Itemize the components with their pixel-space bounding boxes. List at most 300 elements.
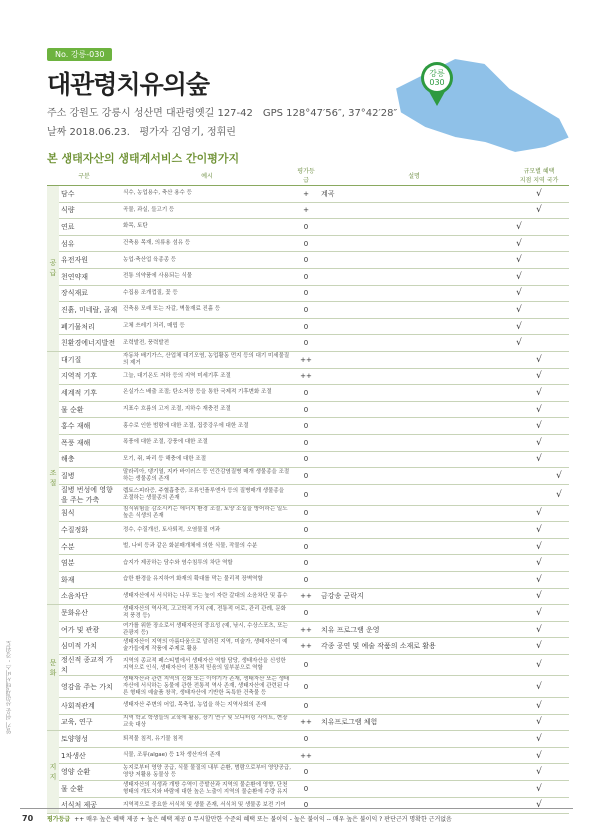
check-national xyxy=(549,235,569,252)
table-row xyxy=(47,698,569,715)
check-national xyxy=(549,797,569,814)
example-text: 퇴적물 침적, 유기물 침적 xyxy=(121,731,293,748)
description xyxy=(319,368,509,385)
service-item: 영감을 주는 가치 xyxy=(59,676,121,698)
table-row xyxy=(47,484,569,505)
check-local xyxy=(509,186,529,203)
check-regional xyxy=(529,219,549,236)
check-regional: √ xyxy=(529,655,549,676)
service-item: 서식처 제공 xyxy=(59,797,121,814)
service-item: 질병 번성에 영향을 주는 가축 xyxy=(59,484,121,505)
service-item: 섬유 xyxy=(59,235,121,252)
service-item: 친환경에너지발전 xyxy=(59,335,121,352)
example-text: 생태자산이 지역의 아름다움으로 알려진 지역, 미술가, 생태자산이 예술가들에게 작품에 주제로 활용 xyxy=(121,638,293,655)
header-grade: 평가등급 xyxy=(293,165,319,186)
location-map xyxy=(385,48,575,158)
check-national xyxy=(549,572,569,589)
check-local: √ xyxy=(509,318,529,335)
description xyxy=(319,572,509,589)
check-local xyxy=(509,202,529,219)
check-national xyxy=(549,318,569,335)
check-national xyxy=(549,268,569,285)
table-row xyxy=(47,797,569,814)
grade-value: + xyxy=(293,186,319,203)
check-local xyxy=(509,797,529,814)
header-example: 예시 xyxy=(121,165,293,186)
grade-value: 0 xyxy=(293,468,319,485)
service-item: 교육, 연구 xyxy=(59,714,121,731)
description: 치유프로그램 체험 xyxy=(319,714,509,731)
check-local: √ xyxy=(509,335,529,352)
grade-value: ++ xyxy=(293,747,319,764)
table-row xyxy=(47,522,569,539)
description xyxy=(319,385,509,402)
example-text: 지역의 종교적 페스티벌에서 생태자산 역할 담당, 생태자산을 신성한 지역으로 인식, 생태자산이 전통적 믿음의 일부분으로 역할 xyxy=(121,655,293,676)
grade-value: 0 xyxy=(293,781,319,798)
table-row xyxy=(47,252,569,269)
description: 계곡 xyxy=(319,186,509,203)
table-row xyxy=(47,781,569,798)
check-national: √ xyxy=(549,484,569,505)
service-item: 담수 xyxy=(59,186,121,203)
check-regional xyxy=(529,285,549,302)
check-local: √ xyxy=(509,235,529,252)
example-text: 정수, 수질개선, 토사퇴적, 오염물질 여과 xyxy=(121,522,293,539)
description xyxy=(319,401,509,418)
table-row xyxy=(47,555,569,572)
service-item: 물 순환 xyxy=(59,781,121,798)
example-text: 농지로부터 영양 공급, 식물 물질의 내부 순환, 범람으로부터 영양공급, 영양 저활용 동물상 등 xyxy=(121,764,293,781)
header-scale: 규모별 혜택 지점 지역 국가 xyxy=(509,165,569,186)
service-item: 정신적 종교적 가치 xyxy=(59,655,121,676)
grade-value: 0 xyxy=(293,235,319,252)
check-regional xyxy=(529,484,549,505)
table-row xyxy=(47,186,569,203)
check-local xyxy=(509,621,529,638)
example-text: 생태자산과 관련 지역의 신화 또는 이야기가 존재, 생태자산 또는 생태자산에 서식하는 동물에 관한 전통적 역사 존재, 생태자산에 관련된 다른 형태의 예술품 창작, 생태자산에 기반한 독특한 건축물 등 xyxy=(121,676,293,698)
description xyxy=(319,698,509,715)
check-national xyxy=(549,351,569,368)
check-national xyxy=(549,368,569,385)
check-local: √ xyxy=(509,285,529,302)
example-text: 조력발전, 풍력발전 xyxy=(121,335,293,352)
check-regional: √ xyxy=(529,368,549,385)
check-local xyxy=(509,468,529,485)
example-text: 자동차 배기가스, 산업체 대기오염, 농업활동 먼지 등의 대기 미세물질의 제거 xyxy=(121,351,293,368)
grade-value: 0 xyxy=(293,451,319,468)
service-item: 장식재료 xyxy=(59,285,121,302)
check-national xyxy=(549,747,569,764)
check-regional: √ xyxy=(529,764,549,781)
side-caption: 알기 쉬운 산림생태서비스 - 강원도 xyxy=(6,640,13,734)
example-text: 전통 의약품에 사용되는 식물 xyxy=(121,268,293,285)
check-regional: √ xyxy=(529,621,549,638)
check-regional: √ xyxy=(529,638,549,655)
check-local xyxy=(509,351,529,368)
check-national xyxy=(549,522,569,539)
check-national xyxy=(549,186,569,203)
check-local xyxy=(509,676,529,698)
description xyxy=(319,555,509,572)
check-local xyxy=(509,572,529,589)
table-row xyxy=(47,451,569,468)
service-item: 폭풍 재해 xyxy=(59,434,121,451)
example-text: 말라리아, 댕기열, 지카 바이러스 등 인간감염질병 매개 생물종을 조절하는 생물종의 존재 xyxy=(121,468,293,485)
description xyxy=(319,219,509,236)
check-local xyxy=(509,505,529,522)
check-regional: √ xyxy=(529,714,549,731)
check-regional: √ xyxy=(529,385,549,402)
check-local xyxy=(509,484,529,505)
description xyxy=(319,605,509,622)
legend-label: 평가등급 xyxy=(47,816,71,823)
example-text: 습한 환경을 유지하여 화재의 확대를 막는 물리적 장벽역할 xyxy=(121,572,293,589)
evaluation-table xyxy=(47,165,569,814)
gps: GPS 128°47′56″, 37°42′28″ xyxy=(262,108,398,119)
check-national xyxy=(549,285,569,302)
check-national xyxy=(549,621,569,638)
check-national xyxy=(549,698,569,715)
description xyxy=(319,434,509,451)
table-row xyxy=(47,505,569,522)
grade-value: 0 xyxy=(293,318,319,335)
check-national xyxy=(549,505,569,522)
example-text: 여가를 위한 장소로서 생태자산의 중요성 (예, 낚시, 수상스포츠, 또는 관광지 등) xyxy=(121,621,293,638)
description xyxy=(319,351,509,368)
service-item: 폐기물처리 xyxy=(59,318,121,335)
table-row xyxy=(47,202,569,219)
check-regional: √ xyxy=(529,434,549,451)
example-text: 홍수로 인한 범람에 대한 조절, 집중강우에 대한 조절 xyxy=(121,418,293,435)
table-row xyxy=(47,638,569,655)
check-local xyxy=(509,401,529,418)
table-row xyxy=(47,418,569,435)
table-row xyxy=(47,335,569,352)
example-text: 침식위험을 감소시키는 에너지 환경 조절, 토양 소실을 방어하는 일도 높은 식생의 존재 xyxy=(121,505,293,522)
description xyxy=(319,335,509,352)
grade-value: 0 xyxy=(293,302,319,319)
table-row xyxy=(47,676,569,698)
check-regional: √ xyxy=(529,451,549,468)
check-local xyxy=(509,747,529,764)
example-text: 생태자산에서 서식하는 나무 또는 높이 자란 갈대의 소음차단 및 흡수 xyxy=(121,588,293,605)
header-desc: 설명 xyxy=(319,165,509,186)
description xyxy=(319,252,509,269)
description xyxy=(319,797,509,814)
description xyxy=(319,318,509,335)
example-text: 지표수 흐름의 고저 조절, 지하수 재충전 조절 xyxy=(121,401,293,418)
grade-value: 0 xyxy=(293,285,319,302)
description xyxy=(319,285,509,302)
description xyxy=(319,764,509,781)
example-text: 화목, 토탄 xyxy=(121,219,293,236)
example-text: 생태자산의 역사적, 고고학적 가치 (예, 전통적 어로, 관리 관례, 문화적 풍경 등) xyxy=(121,605,293,622)
check-regional: √ xyxy=(529,538,549,555)
legend-text: ++ 매우 높은 혜택 제공 + 높은 혜택 제공 0 무시할만한 수준의 혜택 또는 불이익 - 높은 불이익 -- 매우 높은 불이익 ? 판단근거 명확한 근거없음 xyxy=(74,816,452,823)
check-regional xyxy=(529,268,549,285)
example-text: 렙토스피라증, 주혈흡충증, 조류인플루엔자 등의 질병매개 생물종을 조절하는 생물종의 존재 xyxy=(121,484,293,505)
grade-value: ++ xyxy=(293,621,319,638)
check-national xyxy=(549,764,569,781)
table-row xyxy=(47,468,569,485)
check-local xyxy=(509,698,529,715)
service-item: 유전자원 xyxy=(59,252,121,269)
example-text: 식수, 농업용수, 축산 용수 등 xyxy=(121,186,293,203)
table-row xyxy=(47,605,569,622)
table-row xyxy=(47,351,569,368)
description xyxy=(319,268,509,285)
check-local: √ xyxy=(509,268,529,285)
grade-value: 0 xyxy=(293,731,319,748)
check-local xyxy=(509,555,529,572)
example-text: 온실가스 배출 조절; 탄소저장 등을 통한 국제적 기후변화 조절 xyxy=(121,385,293,402)
check-regional: √ xyxy=(529,555,549,572)
check-regional: √ xyxy=(529,797,549,814)
check-regional: √ xyxy=(529,588,549,605)
table-row xyxy=(47,401,569,418)
example-text: 생태자산의 식생과 개방 수역이 증발산과 지역의 물순환에 영향, 단천 형태의 개도지와 바람에 대한 높은 노출이 지역의 물순환에 수량 유지 xyxy=(121,781,293,798)
check-national xyxy=(549,202,569,219)
service-item: 사회적관계 xyxy=(59,698,121,715)
header-category: 구분 xyxy=(47,165,121,186)
service-item: 문화유산 xyxy=(59,605,121,622)
check-regional: √ xyxy=(529,605,549,622)
example-text: 그늘, 대기온도 저하 등의 지역 미세기후 조절 xyxy=(121,368,293,385)
table-row xyxy=(47,219,569,236)
description xyxy=(319,781,509,798)
description xyxy=(319,418,509,435)
example-text: 벌, 나비 등과 같은 화분매개체에 의한 식물, 작물의 수분 xyxy=(121,538,293,555)
check-regional: √ xyxy=(529,676,549,698)
table-row xyxy=(47,572,569,589)
grade-value: 0 xyxy=(293,522,319,539)
service-item: 식량 xyxy=(59,202,121,219)
grade-value: 0 xyxy=(293,764,319,781)
service-item: 심미적 가치 xyxy=(59,638,121,655)
table-row xyxy=(47,268,569,285)
check-national xyxy=(549,676,569,698)
address: 주소 강원도 강릉시 성산면 대관령옛길 127-42 xyxy=(47,108,253,119)
marker-label-1: 강릉 xyxy=(429,69,445,78)
check-national xyxy=(549,605,569,622)
check-national xyxy=(549,781,569,798)
check-regional xyxy=(529,335,549,352)
grade-value: ++ xyxy=(293,714,319,731)
grade-value: 0 xyxy=(293,252,319,269)
check-local xyxy=(509,638,529,655)
check-local xyxy=(509,605,529,622)
grade-value: 0 xyxy=(293,385,319,402)
grade-value: 0 xyxy=(293,335,319,352)
description xyxy=(319,505,509,522)
group-label: 공급 xyxy=(47,186,59,352)
grade-value: ++ xyxy=(293,638,319,655)
date: 날짜 2018.06.23. xyxy=(47,127,130,138)
page-title: 대관령치유의숲 xyxy=(47,70,210,99)
example-text: 건축용 목재, 의류용 섬유 등 xyxy=(121,235,293,252)
description xyxy=(319,522,509,539)
check-regional: √ xyxy=(529,572,549,589)
check-local xyxy=(509,385,529,402)
check-national xyxy=(549,714,569,731)
check-national xyxy=(549,638,569,655)
page-number: 70 xyxy=(22,814,34,823)
example-text: 지역적으로 중요한 서식처 및 생물 존재, 서식처 및 생물종 보전 기여 xyxy=(121,797,293,814)
group-label: 조절 xyxy=(47,351,59,604)
description: 각종 공연 및 예술 작품의 소재로 활용 xyxy=(319,638,509,655)
table-row xyxy=(47,385,569,402)
table-row xyxy=(47,731,569,748)
table-row xyxy=(47,318,569,335)
service-item: 침식 xyxy=(59,505,121,522)
grade-value: 0 xyxy=(293,655,319,676)
check-regional xyxy=(529,318,549,335)
legend xyxy=(47,814,452,823)
description xyxy=(319,451,509,468)
description: 금강송 군락지 xyxy=(319,588,509,605)
example-text: 고체 쓰레기 처리, 매립 등 xyxy=(121,318,293,335)
check-regional: √ xyxy=(529,747,549,764)
check-local xyxy=(509,655,529,676)
check-regional: √ xyxy=(529,731,549,748)
check-regional xyxy=(529,235,549,252)
check-national xyxy=(549,538,569,555)
check-regional xyxy=(529,252,549,269)
service-item: 수질정화 xyxy=(59,522,121,539)
check-national xyxy=(549,401,569,418)
service-item: 영양 순환 xyxy=(59,764,121,781)
service-item: 화재 xyxy=(59,572,121,589)
table-row xyxy=(47,588,569,605)
check-regional: √ xyxy=(529,522,549,539)
grade-value: 0 xyxy=(293,676,319,698)
check-local xyxy=(509,781,529,798)
example-text: 식물, 조류(algae) 등 1차 생산자의 존재 xyxy=(121,747,293,764)
description xyxy=(319,538,509,555)
table-row xyxy=(47,747,569,764)
check-regional: √ xyxy=(529,401,549,418)
table-row xyxy=(47,764,569,781)
example-text: 습지가 제공하는 담수와 염수침투의 차단 역할 xyxy=(121,555,293,572)
grade-value: ++ xyxy=(293,368,319,385)
service-item: 홍수 재해 xyxy=(59,418,121,435)
grade-value: 0 xyxy=(293,418,319,435)
check-local: √ xyxy=(509,252,529,269)
check-local xyxy=(509,588,529,605)
service-item: 토양형성 xyxy=(59,731,121,748)
description xyxy=(319,202,509,219)
check-national: √ xyxy=(549,468,569,485)
marker-label-2: 030 xyxy=(429,78,445,87)
grade-value: 0 xyxy=(293,698,319,715)
check-national xyxy=(549,252,569,269)
check-local xyxy=(509,731,529,748)
header xyxy=(47,42,367,101)
example-text: 모기, 쥐, 파리 등 해충에 대한 조절 xyxy=(121,451,293,468)
grade-value: 0 xyxy=(293,219,319,236)
check-regional xyxy=(529,468,549,485)
section-title: 본 생태자산의 생태계서비스 간이평가지 xyxy=(47,152,240,165)
check-regional: √ xyxy=(529,202,549,219)
example-text: 폭풍에 대한 조절, 강풍에 대한 조절 xyxy=(121,434,293,451)
table-row xyxy=(47,538,569,555)
grade-value: 0 xyxy=(293,401,319,418)
grade-value: 0 xyxy=(293,797,319,814)
service-item: 1차생산 xyxy=(59,747,121,764)
service-item: 해충 xyxy=(59,451,121,468)
check-local xyxy=(509,434,529,451)
check-national xyxy=(549,219,569,236)
table-row xyxy=(47,434,569,451)
service-item: 대기질 xyxy=(59,351,121,368)
check-local xyxy=(509,764,529,781)
check-national xyxy=(549,451,569,468)
grade-value: ++ xyxy=(293,351,319,368)
grade-value: 0 xyxy=(293,505,319,522)
check-national xyxy=(549,385,569,402)
check-regional: √ xyxy=(529,698,549,715)
check-local xyxy=(509,451,529,468)
grade-value: + xyxy=(293,202,319,219)
group-label: 문화 xyxy=(47,605,59,731)
check-local xyxy=(509,368,529,385)
service-item: 여가 및 관광 xyxy=(59,621,121,638)
table-row xyxy=(47,655,569,676)
service-item: 수분 xyxy=(59,538,121,555)
evaluator: 평가자 김영기, 정휘린 xyxy=(139,127,236,138)
service-item: 진흙, 미네랄, 골재 xyxy=(59,302,121,319)
check-local: √ xyxy=(509,302,529,319)
description xyxy=(319,468,509,485)
service-item: 질병 xyxy=(59,468,121,485)
check-regional: √ xyxy=(529,505,549,522)
description xyxy=(319,676,509,698)
service-item: 천연약재 xyxy=(59,268,121,285)
grade-value: 0 xyxy=(293,268,319,285)
check-national xyxy=(549,655,569,676)
check-local xyxy=(509,714,529,731)
check-national xyxy=(549,434,569,451)
check-national xyxy=(549,418,569,435)
description xyxy=(319,235,509,252)
grade-value: 0 xyxy=(293,605,319,622)
example-text: 농업·축산업 육종종 등 xyxy=(121,252,293,269)
check-national xyxy=(549,302,569,319)
table-row xyxy=(47,368,569,385)
service-item: 물 순환 xyxy=(59,401,121,418)
check-regional: √ xyxy=(529,418,549,435)
check-regional: √ xyxy=(529,781,549,798)
number-badge: No. 강릉-030 xyxy=(47,48,112,61)
service-item: 세계적 기후 xyxy=(59,385,121,402)
info-block xyxy=(47,104,397,142)
description xyxy=(319,731,509,748)
description xyxy=(319,655,509,676)
description xyxy=(319,302,509,319)
check-regional: √ xyxy=(529,186,549,203)
example-text: 생태자산 주변의 어업, 목축업, 농업을 하는 지역사회의 존재 xyxy=(121,698,293,715)
check-national xyxy=(549,555,569,572)
description: 치유 프로그램 운영 xyxy=(319,621,509,638)
grade-value: 0 xyxy=(293,572,319,589)
service-item: 소음차단 xyxy=(59,588,121,605)
check-local xyxy=(509,418,529,435)
check-local xyxy=(509,538,529,555)
example-text: 곡물, 과실, 들고기 등 xyxy=(121,202,293,219)
check-regional xyxy=(529,302,549,319)
service-item: 지역적 기후 xyxy=(59,368,121,385)
example-text: 건축용 모래 또는 자갈, 벽돌재료 진흙 등 xyxy=(121,302,293,319)
